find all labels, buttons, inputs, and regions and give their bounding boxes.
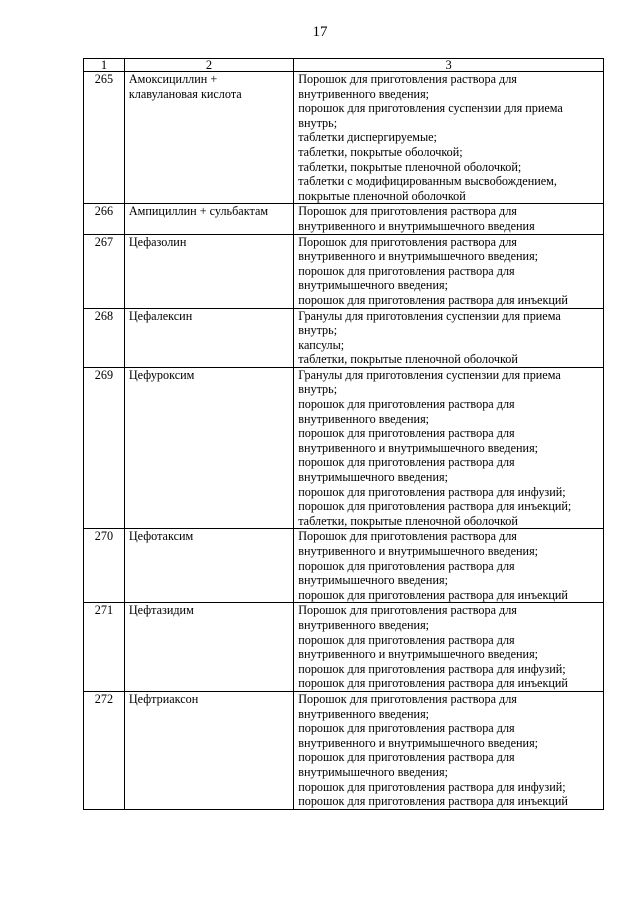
dosage-form-line: внутрь; [298,323,338,338]
table-row [84,603,604,692]
dosage-form-line: порошок для приготовления раствора для [298,397,515,412]
drug-name-cell [124,204,293,234]
drug-name: Цефуроксим [128,367,195,382]
dosage-form-line: Гранулы для приготовления суспензии для приема [298,308,561,323]
table-row [84,204,604,234]
page-number: 17 [312,24,328,40]
dosage-form-line: внутрь; [298,115,338,130]
dosage-form-line: внутримышечного введения; [298,278,448,293]
dosage-form-line: порошок для приготовления раствора для инъекций; [298,499,572,514]
table-row [84,72,604,204]
dosage-form-line: Порошок для приготовления раствора для [298,529,517,544]
dosage-form-line: внутривенного и внутримышечного введения; [298,735,539,750]
dosage-form-line: Порошок для приготовления раствора для [298,72,517,86]
drug-name-cell [124,367,293,529]
dosage-form-line: Порошок для приготовления раствора для [298,204,517,219]
table-row [84,234,604,308]
dosage-form-line: Гранулы для приготовления суспензии для приема [298,367,561,382]
dosage-form-line: внутривенного введения; [298,86,430,101]
dosage-form-line: внутривенного и внутримышечного введения; [298,249,539,264]
table-row [84,367,604,529]
dosage-form-line: Порошок для приготовления раствора для [298,603,517,618]
medication-table [83,58,604,810]
dosage-form-line: таблетки с модифицированным высвобождением, [298,174,557,189]
row-number: 266 [84,204,125,234]
drug-name: Цефтазидим [128,603,194,618]
dosage-form-line: внутримышечного введения; [298,764,448,779]
dosage-form-line: капсулы; [298,337,345,352]
table-body [84,72,604,810]
dosage-forms-cell [294,691,604,809]
dosage-form-line: Порошок для приготовления раствора для [298,691,517,706]
drug-name: Амоксициллин + [128,72,218,86]
table-row [84,308,604,367]
dosage-forms-cell [294,367,604,529]
dosage-form-line: покрытые пленочной оболочкой [298,188,466,203]
drug-name-cell [124,529,293,603]
header-row [84,59,604,72]
dosage-form-line: порошок для приготовления раствора для [298,558,515,573]
row-number: 270 [84,529,125,603]
dosage-form-line: внутривенного введения; [298,617,430,632]
table-row [84,691,604,809]
row-number: 272 [84,691,125,809]
dosage-form-line: таблетки диспергируемые; [298,130,437,145]
dosage-form-line: порошок для приготовления раствора для инъекций [298,587,568,602]
column-header-3: 3 [294,59,604,72]
row-number: 268 [84,308,125,367]
dosage-form-line: порошок для приготовления раствора для [298,426,515,441]
drug-name-cell [124,603,293,692]
row-number: 267 [84,234,125,308]
table-row [84,529,604,603]
dosage-form-line: внутримышечного введения; [298,470,448,485]
dosage-forms-cell [294,603,604,692]
drug-name: Цефтриаксон [128,691,199,706]
dosage-form-line: таблетки, покрытые пленочной оболочкой [298,513,518,528]
dosage-form-line: таблетки, покрытые оболочкой; [298,144,463,159]
dosage-form-line: порошок для приготовления раствора для инъекций [298,676,568,691]
dosage-form-line: порошок для приготовления раствора для инфузий; [298,779,566,794]
dosage-form-line: внутрь; [298,382,338,397]
drug-name-cell [124,308,293,367]
dosage-form-line: порошок для приготовления раствора для [298,455,515,470]
dosage-form-line: порошок для приготовления раствора для инъекций [298,292,568,307]
dosage-form-line: внутривенного и внутримышечного введения; [298,544,539,558]
column-header-2: 2 [124,59,293,72]
dosage-forms-cell [294,529,604,603]
dosage-forms-cell [294,308,604,367]
drug-name-cell [124,691,293,809]
drug-name-cell [124,234,293,308]
dosage-form-line: внутривенного и внутримышечного введения; [298,440,539,455]
dosage-form-line: порошок для приготовления суспензии для приема [298,101,563,116]
dosage-form-line: внутривенного введения; [298,706,430,721]
dosage-form-line: таблетки, покрытые пленочной оболочкой [298,352,518,367]
dosage-form-line: порошок для приготовления раствора для [298,750,515,765]
dosage-forms-cell [294,234,604,308]
dosage-form-line: Порошок для приготовления раствора для [298,234,517,249]
dosage-form-line: внутривенного введения; [298,411,430,426]
dosage-form-line: порошок для приготовления раствора для [298,721,515,736]
drug-name: Ампициллин + сульбактам [128,204,269,219]
dosage-form-line: внутривенного и внутримышечного введения [298,218,535,233]
dosage-form-line: порошок для приготовления раствора для [298,263,515,278]
drug-name: Цефазолин [128,234,187,249]
dosage-form-line: порошок для приготовления раствора для инфузий; [298,661,566,676]
drug-name-cell [124,72,293,204]
dosage-form-line: внутривенного и внутримышечного введения; [298,647,539,662]
drug-name: Цефалексин [128,308,193,323]
dosage-form-line: внутримышечного введения; [298,573,448,588]
column-header-1: 1 [84,59,125,72]
drug-name: клавулановая кислота [128,86,242,101]
row-number: 265 [84,72,125,204]
dosage-form-line: порошок для приготовления раствора для [298,632,515,647]
row-number: 269 [84,367,125,529]
dosage-form-line: порошок для приготовления раствора для инъекций [298,794,568,809]
dosage-forms-cell [294,204,604,234]
dosage-form-line: порошок для приготовления раствора для инфузий; [298,484,566,499]
row-number: 271 [84,603,125,692]
drug-name: Цефотаксим [128,529,194,544]
dosage-form-line: таблетки, покрытые пленочной оболочкой; [298,159,522,174]
dosage-forms-cell [294,72,604,204]
